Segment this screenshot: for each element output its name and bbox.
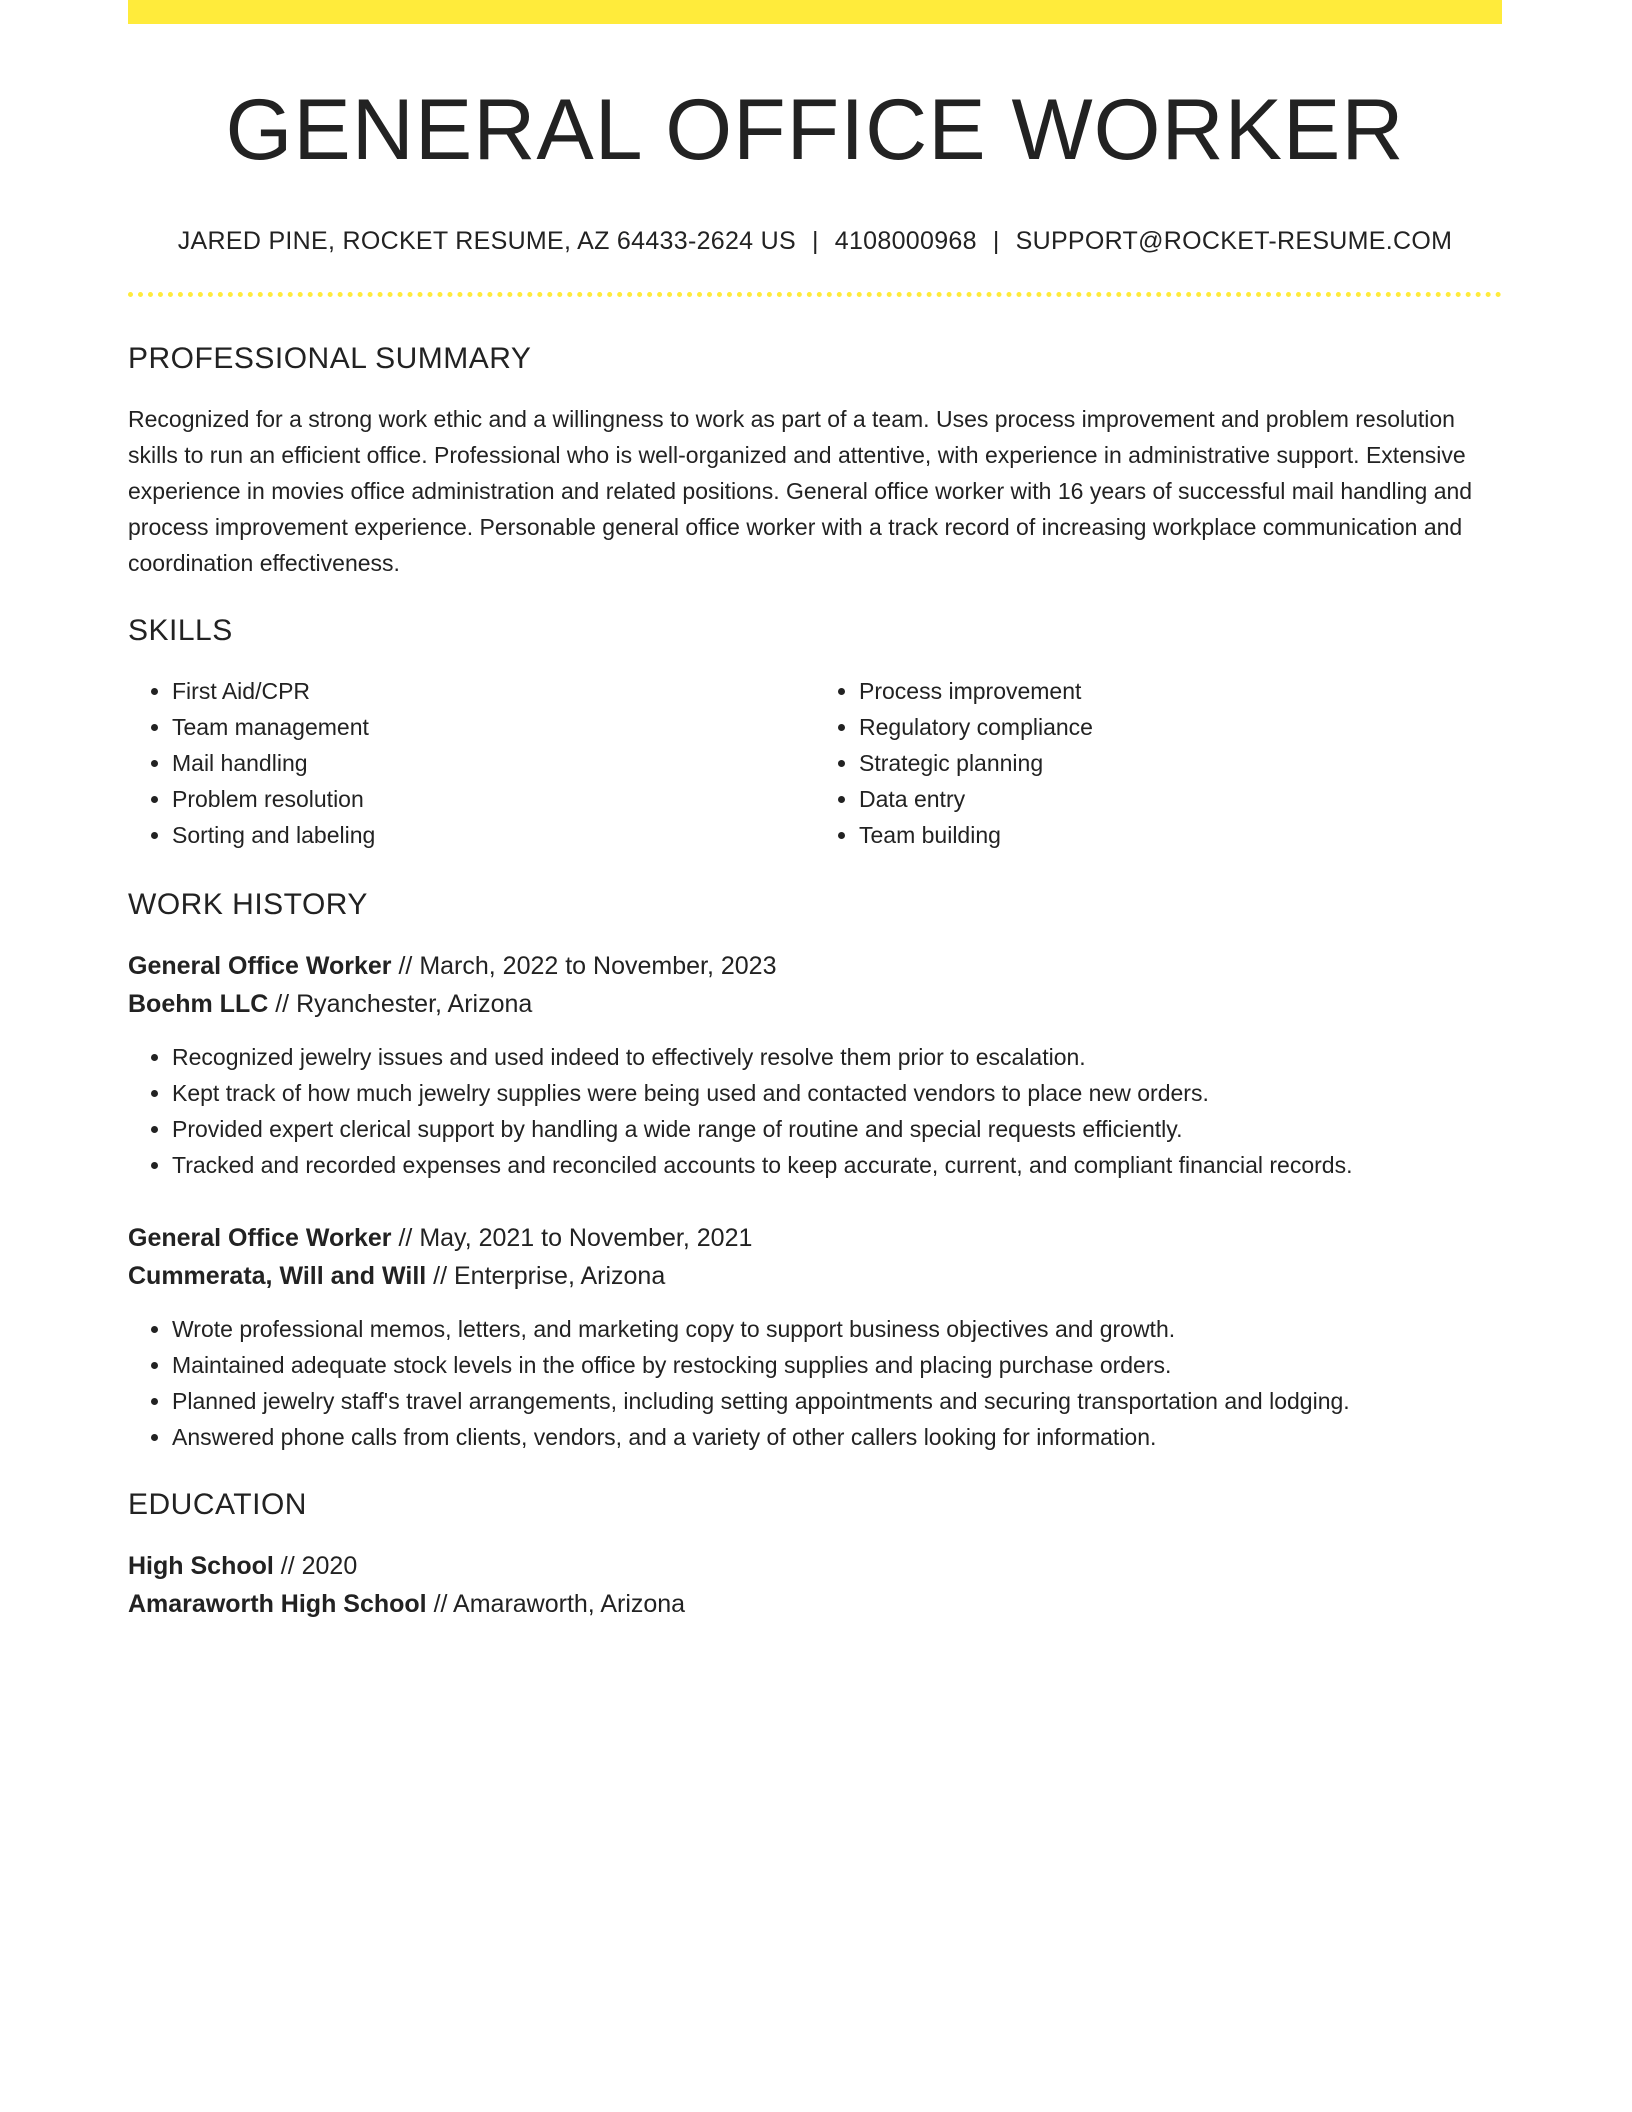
resume-title: GENERAL OFFICE WORKER — [225, 82, 1405, 178]
job-duties — [128, 1311, 1502, 1455]
skill-item: • Sorting and labeling — [172, 817, 815, 853]
education-degree: High School — [128, 1552, 274, 1580]
job-duty: • Kept track of how much jewelry supplies were being used and contacted vendors to place new orders. — [172, 1075, 1502, 1111]
job-company-line — [128, 985, 1502, 1023]
job-entry — [128, 1219, 1502, 1455]
job-entry — [128, 947, 1502, 1183]
job-duty: • Recognized jewelry issues and used indeed to effectively resolve them prior to escalation. — [172, 1039, 1502, 1075]
skill-item: • Regulatory compliance — [859, 709, 1502, 745]
job-dates: // May, 2021 to November, 2021 — [391, 1224, 753, 1252]
header-divider — [128, 292, 1502, 297]
job-duty: • Provided expert clerical support by handling a wide range of routine and special requests efficiently. — [172, 1111, 1502, 1147]
education-school-line — [128, 1585, 1502, 1623]
job-duty: • Planned jewelry staff's travel arrangements, including setting appointments and securing transportation and lodging. — [172, 1383, 1502, 1419]
job-duty: • Maintained adequate stock levels in the office by restocking supplies and placing purchase orders. — [172, 1347, 1502, 1383]
contact-separator: | — [992, 227, 1000, 255]
contact-separator: | — [811, 227, 819, 255]
work-history-heading: WORK HISTORY — [128, 888, 368, 921]
skill-item: • Problem resolution — [172, 781, 815, 817]
job-title: General Office Worker — [128, 1224, 392, 1252]
education-degree-line — [128, 1547, 1502, 1585]
job-duty: • Wrote professional memos, letters, and marketing copy to support business objectives and growth. — [172, 1311, 1502, 1347]
skills-heading: SKILLS — [128, 614, 233, 647]
skill-item: • Team management — [172, 709, 815, 745]
job-title: General Office Worker — [128, 952, 392, 980]
resume-content — [128, 0, 1502, 1623]
job-company-line — [128, 1257, 1502, 1295]
skill-item: • Team building — [859, 817, 1502, 853]
education-entry — [128, 1547, 1502, 1623]
job-company: Cummerata, Will and Will — [128, 1262, 427, 1290]
skill-item: • Data entry — [859, 781, 1502, 817]
contact-email: SUPPORT@ROCKET-RESUME.COM — [1015, 227, 1453, 255]
education-year: // 2020 — [273, 1552, 358, 1580]
skill-item: • Strategic planning — [859, 745, 1502, 781]
contact-address: JARED PINE, ROCKET RESUME, AZ 64433-2624 US — [177, 227, 796, 255]
skill-item: • Process improvement — [859, 673, 1502, 709]
education-school: Amaraworth High School — [128, 1590, 427, 1618]
summary-heading: PROFESSIONAL SUMMARY — [128, 342, 532, 375]
skills-column-right — [815, 673, 1502, 853]
job-title-line — [128, 1219, 1502, 1257]
skills-column-left — [128, 673, 815, 853]
job-dates: // March, 2022 to November, 2023 — [391, 952, 777, 980]
summary-text: Recognized for a strong work ethic and a willingness to work as part of a team. Uses process improvement and problem resolution skills to run an efficient office. Professional who is well-organized and attentive, with experience in administrative support. Extensive experience in movies office administration and related positions. General office worker with 16 years of successful mail handling and process improvement experience. Personable general office worker with a track record of increasing workplace communication and coordination effectiveness. — [128, 406, 1473, 576]
contact-phone: 4108000968 — [834, 227, 977, 255]
skill-item: • Mail handling — [172, 745, 815, 781]
skills-grid — [128, 673, 1502, 853]
job-title-line — [128, 947, 1502, 985]
education-heading: EDUCATION — [128, 1488, 307, 1521]
job-location: // Enterprise, Arizona — [426, 1262, 666, 1290]
job-location: // Ryanchester, Arizona — [268, 990, 533, 1018]
skill-item: • First Aid/CPR — [172, 673, 815, 709]
education-location: // Amaraworth, Arizona — [426, 1590, 686, 1618]
job-duties — [128, 1039, 1502, 1183]
job-company: Boehm LLC — [128, 990, 269, 1018]
contact-info — [128, 224, 1502, 258]
job-duty: • Tracked and recorded expenses and reconciled accounts to keep accurate, current, and compliant financial records. — [172, 1147, 1502, 1183]
job-duty: • Answered phone calls from clients, vendors, and a variety of other callers looking for information. — [172, 1419, 1502, 1455]
